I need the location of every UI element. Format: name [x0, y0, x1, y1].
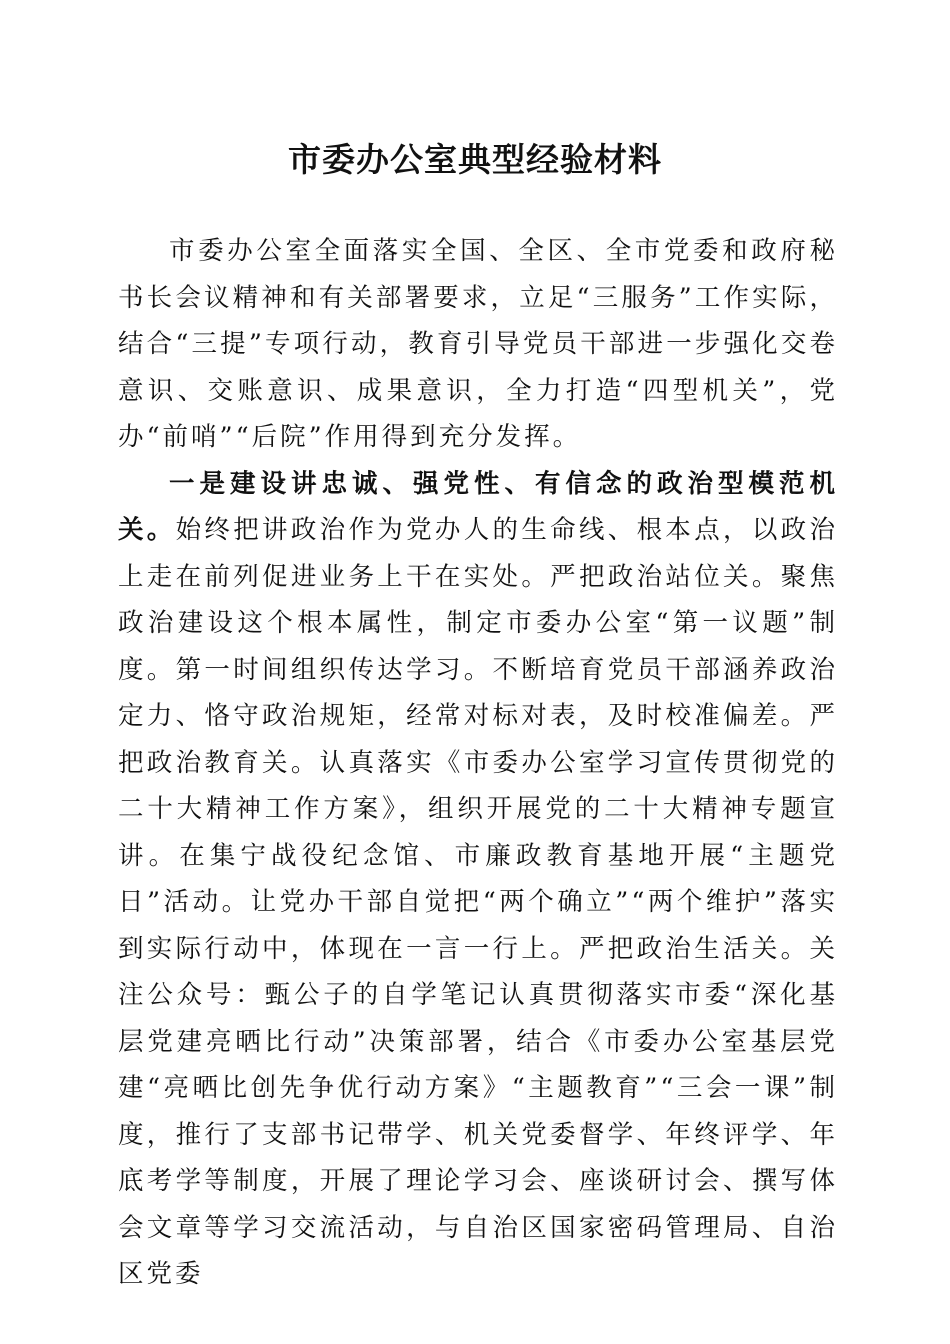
section-one-text: 始终把讲政治作为党办人的生命线、根本点，以政治上走在前列促进业务上干在实处。严把政治站位关。聚焦政治建设这个根本属性，制定市委办公室“第一议题”制度。第一时间组织传达学习。不断培育党员干部涵养政治定力、恪守政治规矩，经常对标对表，及时校准偏差。严把政治教育关。认真落实《市委办公室学习宣传贯彻党的二十大精神工作方案》，组织开展党的二十大精神专题宣讲。在集宁战役纪念馆、市廉政教育基地开展“主题党日”活动。让党办干部自觉把“两个确立”“两个维护”落实到实际行动中，体现在一言一行上。严把政治生活关。关注公众号：甄公子的自学笔记认真贯彻落实市委“深化基层党建亮晒比行动”决策部署，结合《市委办公室基层党建“亮晒比创先争优行动方案》“主题教育”“三会一课”制度，推行了支部书记带学、机关党委督学、年终评学、年底考学等制度，开展了理论学习会、座谈研讨会、撰写体会文章等学习交流活动，与自治区国家密码管理局、自治区党委 — [118, 515, 838, 1289]
intro-paragraph — [118, 228, 838, 461]
document-title: 市委办公室典型经验材料 — [288, 140, 662, 179]
intro-paragraph-text: 市委办公室全面落实全国、全区、全市党委和政府秘书长会议精神和有关部署要求，立足“三服务”工作实际，结合“三提”专项行动，教育引导党员干部进一步强化交卷意识、交账意识、成果意识，全力打造“四型机关”，党办“前哨”“后院”作用得到充分发挥。 — [118, 236, 838, 452]
document-body — [118, 228, 838, 1298]
section-one-paragraph — [118, 461, 838, 1298]
section-one-heading: 一是建设讲忠诚、强党性、有信念的政治型模范机关。 — [118, 468, 838, 545]
